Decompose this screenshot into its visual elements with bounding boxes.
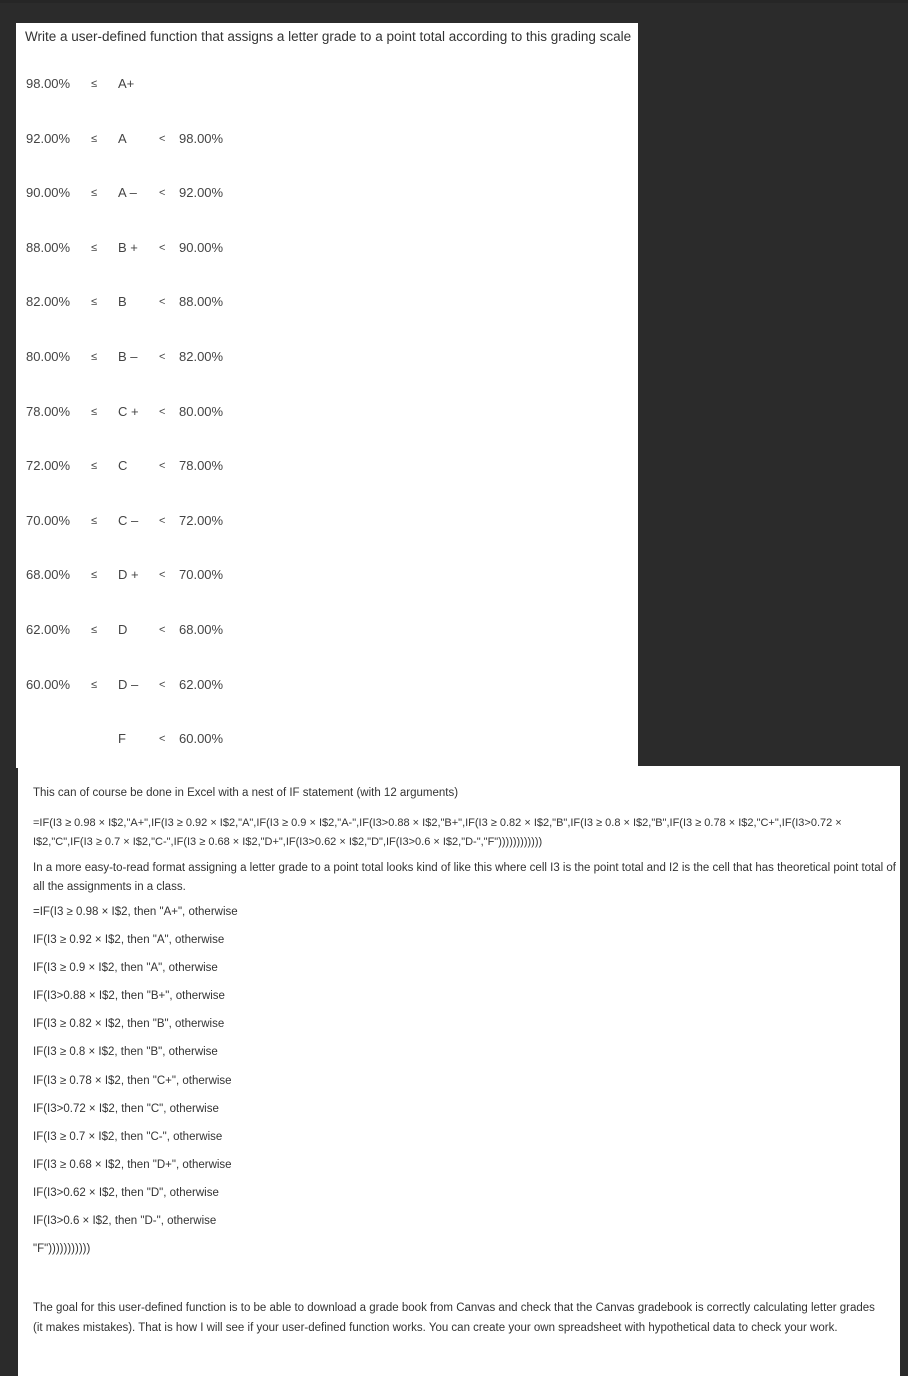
less-than-symbol: < [159, 351, 166, 363]
answer-goal: The goal for this user-defined function is to be able to download a grade book from Canvas and check that the Canvas gradebook is correctly calculating letter grades (it makes mistakes). That is how I will see if your user-defined function works. You can create your own spreadsheet with hypothetical data to check your work. [33, 1302, 875, 1334]
scale-row [16, 567, 316, 587]
scale-row [16, 677, 316, 697]
scale-lower-bound: 72.00% [26, 458, 71, 474]
answer-explanation: In a more easy-to-read format assigning a letter grade to a point total looks kind of like this where cell I3 is the point total and I2 is the cell that has theoretical point total of all the assignments in a class. [33, 862, 896, 893]
formula-step: IF(I3 ≥ 0.68 × I$2, then "D+", otherwise [33, 1158, 232, 1171]
less-or-equal-symbol: ≤ [91, 187, 98, 200]
formula-step: IF(I3 ≥ 0.9 × I$2, then "A", otherwise [33, 962, 218, 975]
letter-grade: A – [118, 185, 137, 201]
scale-upper-bound: 98.00% [179, 130, 224, 146]
scale-lower-bound: 90.00% [26, 185, 71, 201]
less-than-symbol: < [159, 187, 166, 200]
scale-row [16, 404, 316, 424]
scale-row [16, 76, 316, 96]
less-than-symbol: < [159, 569, 166, 582]
less-than-symbol: < [159, 132, 166, 145]
scale-row [16, 458, 316, 478]
letter-grade: A+ [118, 76, 135, 91]
less-or-equal-symbol: ≤ [91, 624, 98, 636]
scale-lower-bound: 70.00% [26, 512, 71, 528]
scale-upper-bound: 62.00% [179, 676, 224, 692]
formula-step: IF(I3>0.88 × I$2, then "B+", otherwise [33, 990, 225, 1003]
formula-step: IF(I3 ≥ 0.78 × I$2, then "C+", otherwise [33, 1074, 232, 1087]
less-or-equal-symbol: ≤ [91, 296, 98, 309]
less-or-equal-symbol: ≤ [91, 569, 98, 582]
formula-step: IF(I3 ≥ 0.82 × I$2, then "B", otherwise [33, 1018, 225, 1031]
scale-upper-bound: 70.00% [179, 567, 224, 583]
less-than-symbol: < [159, 405, 166, 418]
scale-upper-bound: 60.00% [179, 731, 224, 747]
scale-lower-bound: 98.00% [26, 76, 71, 91]
answer-intro: This can of course be done in Excel with a nest of IF statement (with 12 arguments) [33, 787, 459, 799]
scale-upper-bound: 72.00% [179, 512, 224, 528]
scale-row [16, 131, 316, 151]
less-or-equal-symbol: ≤ [91, 78, 98, 90]
letter-grade: C + [118, 403, 139, 419]
scale-lower-bound: 88.00% [26, 239, 71, 255]
scale-upper-bound: 88.00% [179, 294, 224, 310]
scale-lower-bound: 82.00% [26, 294, 71, 310]
readable-formula-steps [33, 906, 238, 1271]
less-or-equal-symbol: ≤ [91, 514, 98, 527]
letter-grade: B [118, 294, 127, 310]
less-or-equal-symbol: ≤ [91, 460, 98, 473]
scale-upper-bound: 92.00% [179, 185, 224, 201]
formula-step: IF(I3>0.62 × I$2, then "D", otherwise [33, 1186, 219, 1199]
less-or-equal-symbol: ≤ [91, 678, 98, 691]
scale-lower-bound: 62.00% [26, 622, 71, 637]
scale-row [16, 349, 316, 369]
scale-upper-bound: 82.00% [179, 349, 224, 364]
nested-if-formula: =IF(I3 ≥ 0.98 × I$2,"A+",IF(I3 ≥ 0.92 × I$2,"A",IF(I3 ≥ 0.9 × I$2,"A-",IF(I3>0.88 × I$2,"B+",IF(I3 ≥ 0.82 × I$2,"B",IF(I3 ≥ 0.8 × I$2,"B",IF(I3 ≥ 0.78 × I$2,"C+",IF(I3>0.72 × I$2,"C",IF(I3 ≥ 0.7 × I$2,"C-",IF(I3 ≥ 0.68 × I$2,"D+",IF(I3>0.62 × I$2,"D",IF(I3>0.6 × I$2,"D-","F")))))))))))) [33, 817, 842, 848]
formula-step: "F"))))))))))) [33, 1243, 91, 1256]
letter-grade: C – [118, 512, 139, 528]
less-than-symbol: < [159, 460, 166, 473]
letter-grade: D [118, 622, 128, 637]
letter-grade: D – [118, 676, 139, 692]
formula-step: IF(I3>0.6 × I$2, then "D-", otherwise [33, 1215, 217, 1228]
scale-row [16, 622, 316, 642]
scale-lower-bound: 60.00% [26, 676, 71, 692]
scale-row [16, 731, 316, 751]
less-than-symbol: < [159, 514, 166, 527]
letter-grade: A [118, 130, 127, 146]
letter-grade: F [118, 731, 126, 747]
letter-grade: B + [118, 239, 138, 255]
less-or-equal-symbol: ≤ [91, 351, 98, 363]
scale-lower-bound: 68.00% [26, 567, 71, 583]
letter-grade: B – [118, 349, 138, 364]
scale-row [16, 294, 316, 314]
less-or-equal-symbol: ≤ [91, 132, 98, 145]
less-than-symbol: < [159, 241, 166, 254]
scale-row [16, 185, 316, 205]
less-or-equal-symbol: ≤ [91, 241, 98, 254]
scale-lower-bound: 80.00% [26, 349, 71, 364]
scale-lower-bound: 78.00% [26, 403, 71, 419]
formula-step: IF(I3 ≥ 0.8 × I$2, then "B", otherwise [33, 1046, 218, 1059]
scale-row [16, 513, 316, 533]
less-than-symbol: < [159, 624, 166, 636]
top-edge [0, 0, 908, 3]
letter-grade: C [118, 458, 128, 474]
question-title: Write a user-defined function that assigns a letter grade to a point total according to this grading scale [25, 29, 632, 44]
scale-row [16, 240, 316, 260]
answer-panel [18, 766, 900, 1376]
scale-upper-bound: 90.00% [179, 239, 224, 255]
scale-upper-bound: 80.00% [179, 403, 224, 419]
formula-step: IF(I3 ≥ 0.92 × I$2, then "A", otherwise [33, 934, 225, 947]
scale-lower-bound: 92.00% [26, 130, 71, 146]
formula-step: IF(I3 ≥ 0.7 × I$2, then "C-", otherwise [33, 1130, 223, 1143]
less-than-symbol: < [159, 733, 166, 746]
question-panel [16, 23, 638, 768]
scale-upper-bound: 78.00% [179, 458, 224, 474]
less-than-symbol: < [159, 678, 166, 691]
formula-step: =IF(I3 ≥ 0.98 × I$2, then "A+", otherwise [33, 906, 238, 918]
scale-upper-bound: 68.00% [179, 622, 224, 637]
formula-step: IF(I3>0.72 × I$2, then "C", otherwise [33, 1102, 219, 1115]
less-or-equal-symbol: ≤ [91, 405, 98, 418]
letter-grade: D + [118, 567, 139, 583]
less-than-symbol: < [159, 296, 166, 309]
